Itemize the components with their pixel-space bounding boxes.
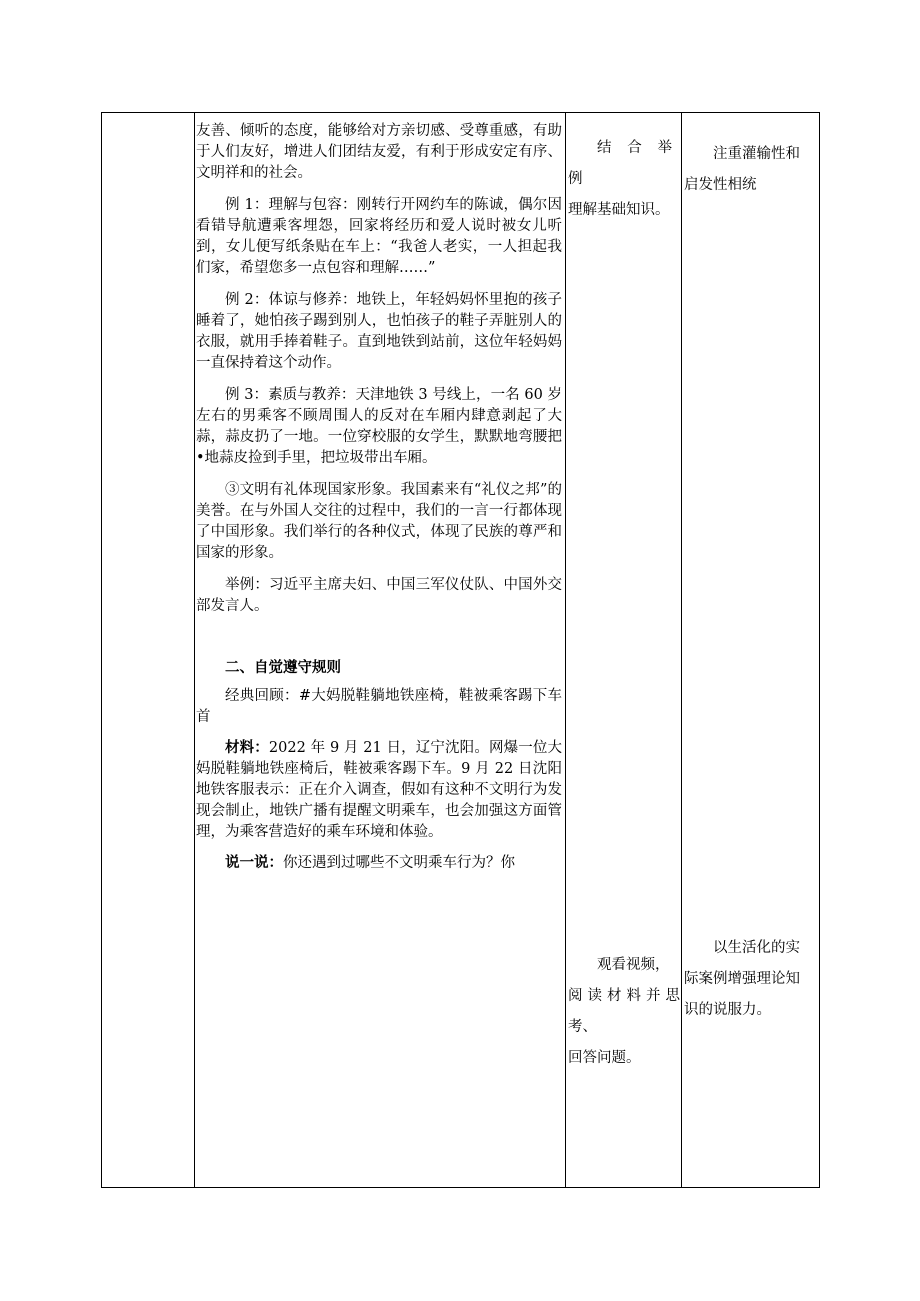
table-divider-2 (565, 112, 566, 1188)
teaching-content-cell (196, 121, 562, 885)
activity-line-2: 理解基础知识。 (568, 202, 670, 218)
section-heading-rules: 二、自觉遵守规则 (225, 659, 341, 676)
paragraph-example-3: 例 3：素质与教养：天津地铁 3 号线上，一名 60 岁左右的男乘客不顾周围人的反对在车厢内肆意剥起了大蒜，蒜皮扔了一地。一位穿校服的女学生，默默地弯腰把•地蒜皮捡到手里，把垃圾带出车厢。 (196, 387, 562, 466)
intent-practice-line-1: 以生活化的实 (713, 940, 800, 956)
paragraph-examples-list: 举例：习近平主席夫妇、中国三军仪仗队、中国外交部发言人。 (196, 577, 562, 614)
table-border-left (101, 112, 102, 1188)
paragraph-example-1: 例 1：理解与包容：刚转行开网约车的陈诚，偶尔因看错导航遭乘客埋怨，回家将经历和爱人说时被女儿听到，女儿便写纸条贴在车上：“我爸人老实，一人担起我们家，希望您多一点包容和理解……” (196, 197, 562, 276)
paragraph-classic-review: 经典回顾：#大妈脱鞋躺地铁座椅，鞋被乘客踢下车首 (196, 688, 562, 725)
intent-line-1: 注重灌输性和 (713, 146, 800, 162)
paragraph-friendly-attitude: 友善、倾听的态度，能够给对方亲切感、受尊重感，有助于人们友好，增进人们团结友爱，有利于形成安定有序、文明祥和的社会。 (196, 123, 562, 181)
intent-practice-line-2: 际案例增强理论知 (684, 971, 800, 987)
paragraph-discussion (196, 852, 562, 874)
discussion-label: 说一说： (225, 854, 283, 871)
activity-video-line-3: 回答问题。 (568, 1050, 641, 1066)
table-divider-1 (194, 112, 195, 1188)
activity-line-1: 结合举例 (568, 140, 680, 187)
paragraph-national-image: ③文明有礼体现国家形象。我国素来有“礼仪之邦”的美誉。在与外国人交往的过程中，我们的一言一行都体现了中国形象。我们举行的各种仪式，体现了民族的尊严和国家的形象。 (196, 482, 562, 561)
activity-video-line-1: 观看视频， (597, 957, 670, 973)
material-text: 2022 年 9 月 21 日，辽宁沈阳。网爆一位大妈脱鞋躺地铁座椅后，鞋被乘客踢下车。9 月 22 日沈阳地铁客服表示：正在介入调查，假如有这种不文明行为发现会制止，地铁广播有提醒文明乘车，也会加强这方面管理，为乘客营造好的乘车环境和体验。 (196, 740, 563, 840)
design-intent-top (684, 139, 817, 201)
table-border-top (101, 112, 820, 113)
table-border-bottom (101, 1187, 820, 1188)
material-label: 材料： (225, 739, 269, 756)
student-activity-bottom (568, 950, 680, 1074)
activity-video-line-2: 阅读材料并思考、 (568, 988, 680, 1035)
student-activity-top (568, 133, 680, 226)
discussion-text: 你还遇到过哪些不文明乘车行为？你 (283, 855, 515, 871)
design-intent-bottom (684, 933, 817, 1026)
table-border-right (819, 112, 820, 1188)
table-divider-3 (681, 112, 682, 1188)
intent-practice-line-3: 识的说服力。 (684, 1002, 771, 1018)
intent-line-2: 启发性相统 (684, 177, 757, 193)
paragraph-material (196, 737, 562, 843)
paragraph-example-2: 例 2：体谅与修养：地铁上，年轻妈妈怀里抱的孩子睡着了，她怕孩子踢到别人，也怕孩子的鞋子弄脏别人的衣服，就用手捧着鞋子。直到地铁到站前，这位年轻妈妈一直保持着这个动作。 (196, 292, 562, 371)
